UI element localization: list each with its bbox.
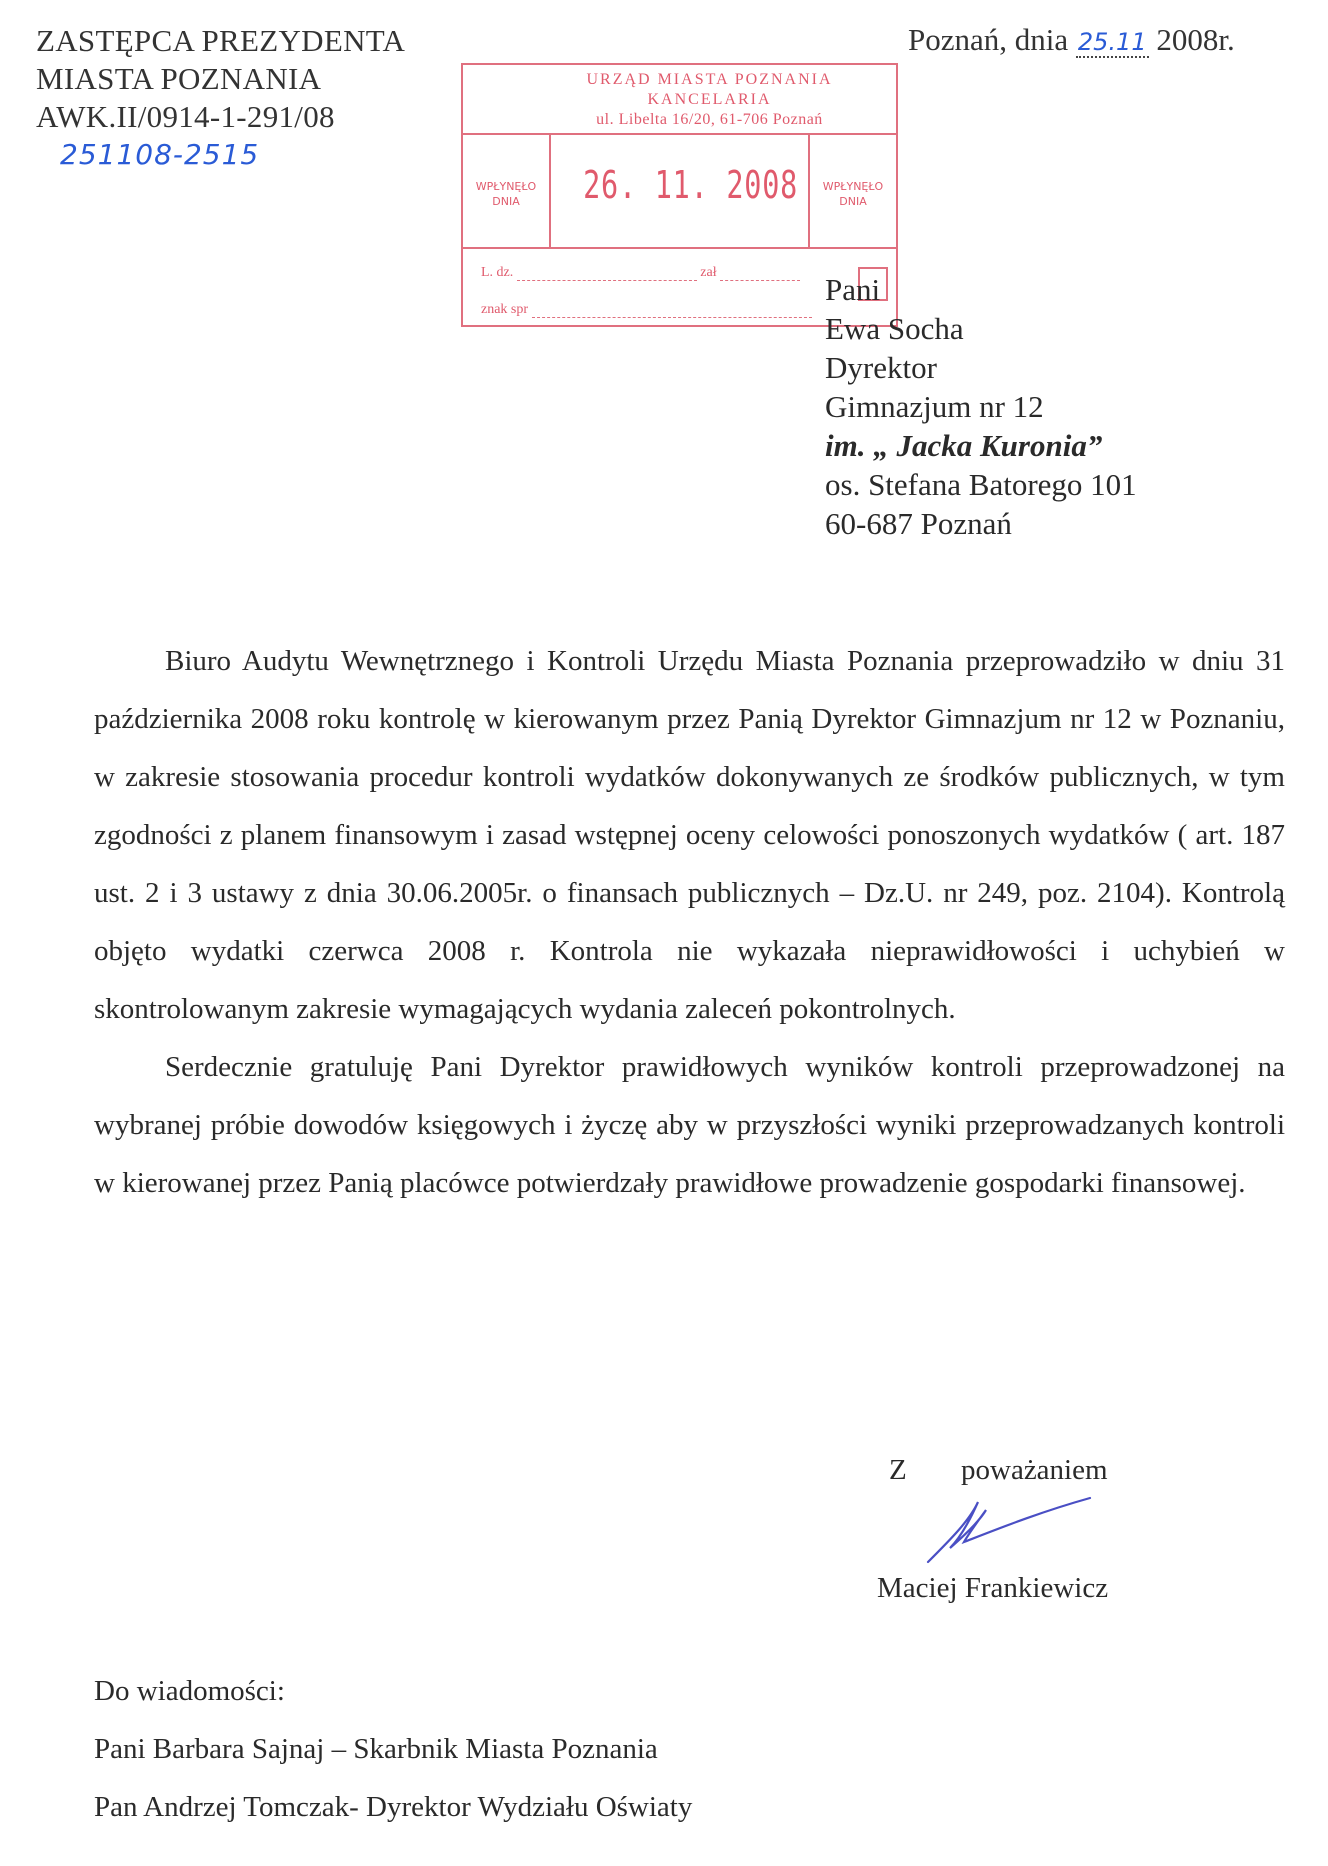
recipient-title: Dyrektor xyxy=(825,350,937,385)
closing-regards: poważaniem xyxy=(961,1454,1108,1486)
closing-z: Z xyxy=(889,1454,907,1486)
sender-title-line1: ZASTĘPCA PREZYDENTA xyxy=(36,23,406,58)
stamp-date-row xyxy=(463,135,896,249)
body-paragraph-2: Serdecznie gratuluję Pani Dyrektor prawidłowych wyników kontroli przeprowadzonej na wybranej próbie dowodów księgowych i życzę aby w przyszłości wyniki przeprowadzanych kontroli w kierowanej przez Panią placówce potwierdzały prawidłowe prowadzenie gospodarki finansowej. xyxy=(94,1051,1285,1199)
signatory-name: Maciej Frankiewicz xyxy=(877,1572,1109,1604)
date-suffix: 2008r. xyxy=(1156,22,1235,57)
stamp-received-left xyxy=(463,135,551,247)
stamp-znak-line xyxy=(532,317,812,318)
handwritten-date: 25.11 xyxy=(1077,28,1147,56)
cc-label: Do wiadomości: xyxy=(94,1675,285,1707)
cc-block xyxy=(94,1662,692,1836)
stamp-ld-row xyxy=(481,265,800,281)
recipient-name: Ewa Socha xyxy=(825,311,964,346)
body-paragraph-1: Biuro Audytu Wewnętrznego i Kontroli Urzędu Miasta Poznania przeprowadziło w dniu 31 października 2008 roku kontrolę w kierowanym przez Panią Dyrektor Gimnazjum nr 12 w Poznaniu, w zakresie stosowania procedur kontroli wydatków dokonywanych ze środków publicznych, w tym zgodności z planem finansowym i zasad wstępnej oceny celowości ponoszonych wydatków ( art. 187 ust. 2 i 3 ustawy z dnia 30.06.2005r. o finansach publicznych – Dz.U. nr 249, poz. 2104). Kontrolą objęto wydatki czerwca 2008 r. Kontrola nie wykazała nieprawidłowości i uchybień w skontrolowanym zakresie wymagających wydania zaleceń pokontrolnych. xyxy=(94,645,1285,1025)
recipient-school: Gimnazjum nr 12 xyxy=(825,389,1044,424)
cc-recipient: Pan Andrzej Tomczak- Dyrektor Wydziału Oświaty xyxy=(94,1791,693,1823)
stamp-received-sub: DNIA xyxy=(492,195,520,208)
stamp-znak-label: znak spr xyxy=(481,302,529,317)
stamp-address: ul. Libelta 16/20, 61-706 Poznań xyxy=(596,111,823,128)
handwritten-registration: 251108-2515 xyxy=(60,138,260,171)
recipient-city: 60-687 Poznań xyxy=(825,506,1012,541)
date-prefix: Poznań, dnia xyxy=(908,22,1069,57)
stamp-received-right xyxy=(808,135,896,247)
stamp-ld-label: L. dz. xyxy=(481,265,514,280)
date-line xyxy=(908,22,1235,58)
stamp-znak-row xyxy=(481,302,812,318)
reference-number: AWK.II/0914-1-291/08 xyxy=(36,99,335,134)
letter-body xyxy=(94,632,1285,1212)
recipient-patron: im. „ Jacka Kuronia” xyxy=(825,428,1103,463)
stamp-received-label: WPŁYNĘŁO xyxy=(475,180,537,193)
stamp-office: URZĄD MIASTA POZNANIA xyxy=(586,71,833,88)
stamp-received-date: 26. 11. 2008 xyxy=(583,163,799,207)
stamp-zal-label: zał xyxy=(700,265,717,280)
stamp-received-sub: DNIA xyxy=(839,195,867,208)
recipient-street: os. Stefana Batorego 101 xyxy=(825,467,1137,502)
signature-image xyxy=(920,1490,1100,1570)
recipient-address xyxy=(825,270,1137,543)
sender-title-line2: MIASTA POZNANIA xyxy=(36,61,322,96)
cc-recipient: Pani Barbara Sajnaj – Skarbnik Miasta Poznania xyxy=(94,1733,658,1765)
stamp-ld-line xyxy=(517,280,697,281)
recipient-salutation: Pani xyxy=(825,272,881,307)
stamp-department: KANCELARIA xyxy=(647,91,772,108)
stamp-received-label: WPŁYNĘŁO xyxy=(822,180,884,193)
stamp-zal-line xyxy=(720,280,800,281)
signature-stroke xyxy=(928,1498,1090,1562)
stamp-header xyxy=(463,65,896,135)
